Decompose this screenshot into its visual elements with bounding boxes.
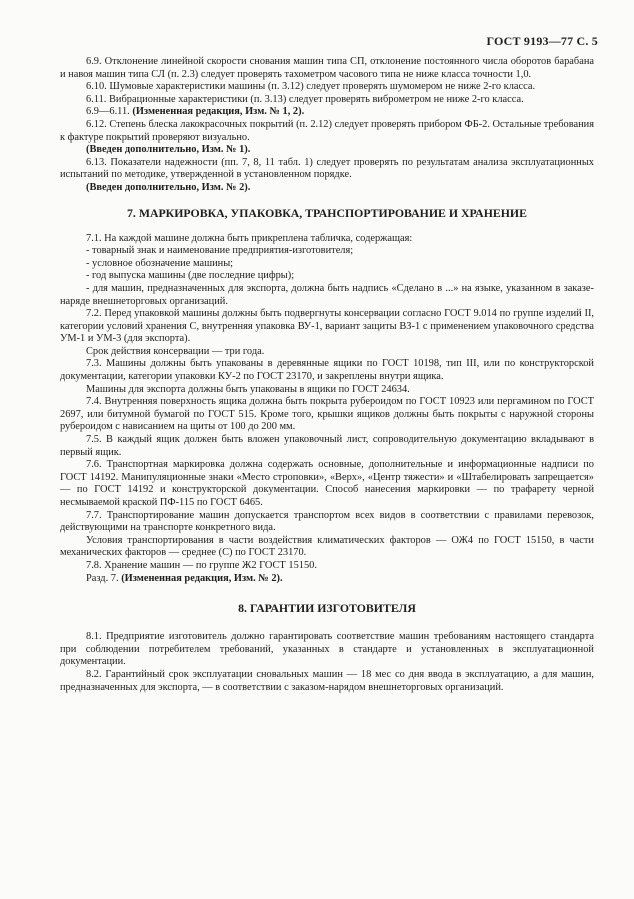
- paragraph-6-9: 6.9. Отклонение линейной скорости снования машин типа СП, отклонение постоянного числа оборотов барабана и навоя машин типа СЛ (п. 2.3) следует проверять тахометром часового типа не ниже класса точности 1,0.: [60, 56, 594, 80]
- amendment-text: (Измененная редакция, Изм. № 1, 2).: [132, 106, 305, 118]
- paragraph-7-7-conditions: Условия транспортирования в части воздействия климатических факторов — ОЖ4 по ГОСТ 15150, в части механических факторов — среднее (С) по ГОСТ 23170.: [60, 534, 594, 559]
- paragraph-7-7: 7.7. Транспортирование машин допускается транспортом всех видов в соответствии с правилами перевозок, действующими на транспорте конкретного вида.: [60, 509, 594, 534]
- paragraph-8-2: 8.2. Гарантийный срок эксплуатации сновальных машин — 18 мес со дня ввода в эксплуатацию, а для машин, предназначенных для экспорта, — в соответствии с заказом-нарядом внешнеторговых организаций.: [60, 668, 594, 693]
- paragraph-7-2-term: Срок действия консервации — три года.: [86, 345, 265, 357]
- list-item: - для машин, предназначенных для экспорта, должна быть надпись «Сделано в ...» на языке, указанном в заказе-наряде внешнеторговых организаций.: [60, 282, 594, 307]
- paragraph-7-2: 7.2. Перед упаковкой машины должны быть подвергнуты консервации согласно ГОСТ 9.014 по группе изделий II, категории условий хранения С, внутренняя упаковка ВУ-1, вариант защиты ВЗ-1 с применением упаковочного средства УМ-1 и УМ-3 (для экспорта).: [60, 308, 594, 345]
- paragraph-7-5: 7.5. В каждый ящик должен быть вложен упаковочный лист, сопроводительную документацию вкладывают в первый ящик.: [60, 434, 594, 458]
- amendment-ref: Разд. 7.: [86, 572, 122, 584]
- document-body: [60, 56, 594, 694]
- list-item: - год выпуска машины (две последние цифры);: [86, 270, 295, 282]
- page-header: ГОСТ 9193—77 С. 5: [486, 34, 598, 48]
- paragraph-7-3: 7.3. Машины должны быть упакованы в деревянные ящики по ГОСТ 10198, тип III, или по конструкторской документации, категории упаковки КУ-2 по ГОСТ 23170, и закреплены внутри ящика.: [60, 358, 594, 383]
- paragraph-6-13: 6.13. Показатели надежности (пп. 7, 8, 11 табл. 1) следует проверять по результатам анализа эксплуатационных испытаний по методике, утвержденной в установленном порядке.: [60, 156, 594, 181]
- paragraph-6-12: 6.12. Степень блеска лакокрасочных покрытий (п. 2.12) следует проверять прибором ФБ-2. Остальные требования к фактуре покрытий проверяют визуально.: [60, 118, 594, 143]
- paragraph-6-10: 6.10. Шумовые характеристики машины (п. 3.12) следует проверять шумомером не ниже 2-го класса.: [86, 81, 536, 93]
- paragraph-7-1: 7.1. На каждой машине должна быть прикреплена табличка, содержащая:: [86, 232, 413, 244]
- paragraph-7-3-export: Машины для экспорта должны быть упакованы в ящики по ГОСТ 24634.: [86, 383, 410, 395]
- paragraph-7-4: 7.4. Внутренняя поверхность ящика должна быть покрыта рубероидом по ГОСТ 10923 или пергамином по ГОСТ 2697, или битумной бумагой по ГОСТ 515. Кроме того, крышки ящиков должны быть покрыты с наружной стороны рубероидом с нависанием на щиты от 100 до 200 мм.: [60, 396, 594, 433]
- paragraph-7-8: 7.8. Хранение машин — по группе Ж2 ГОСТ 15150.: [86, 559, 317, 571]
- paragraph-7-6: 7.6. Транспортная маркировка должна содержать основные, дополнительные и информационные надписи по ГОСТ 14192. Манипуляционные знаки «Место строповки», «Верх», «Центр тяжести» и «Штабелировать запрещается» — по ГОСТ 14192 и конструкторской документации. Способ нанесения маркировки — по трафарету черной несмываемой краской ПФ-115 по ГОСТ 6465.: [60, 459, 594, 508]
- list-item: - товарный знак и наименование предприятия-изготовителя;: [86, 245, 354, 257]
- amendment-note-6-12: (Введен дополнительно, Изм. № 1).: [86, 144, 251, 156]
- amendment-ref: 6.9—6.11.: [86, 106, 133, 118]
- list-item: - условное обозначение машины;: [86, 257, 234, 269]
- amendment-note-6-13: (Введен дополнительно, Изм. № 2).: [86, 181, 251, 193]
- paragraph-8-1: 8.1. Предприятие изготовитель должно гарантировать соответствие машин требованиям настоящего стандарта при соблюдении потребителем требований, указанных в стандарте и установленных в эксплуатационной документации.: [60, 631, 594, 668]
- amendment-note-6-9-6-11: [60, 106, 594, 119]
- amendment-text: (Измененная редакция, Изм. № 2).: [121, 572, 283, 584]
- amendment-note-section-7: [60, 573, 594, 586]
- section-8-title: 8. ГАРАНТИИ ИЗГОТОВИТЕЛЯ: [238, 601, 416, 616]
- paragraph-6-11: 6.11. Вибрационные характеристики (п. 3.13) следует проверять виброметром не ниже 2-го класса.: [86, 93, 524, 105]
- section-7-title: 7. МАРКИРОВКА, УПАКОВКА, ТРАНСПОРТИРОВАНИЕ И ХРАНЕНИЕ: [127, 205, 527, 220]
